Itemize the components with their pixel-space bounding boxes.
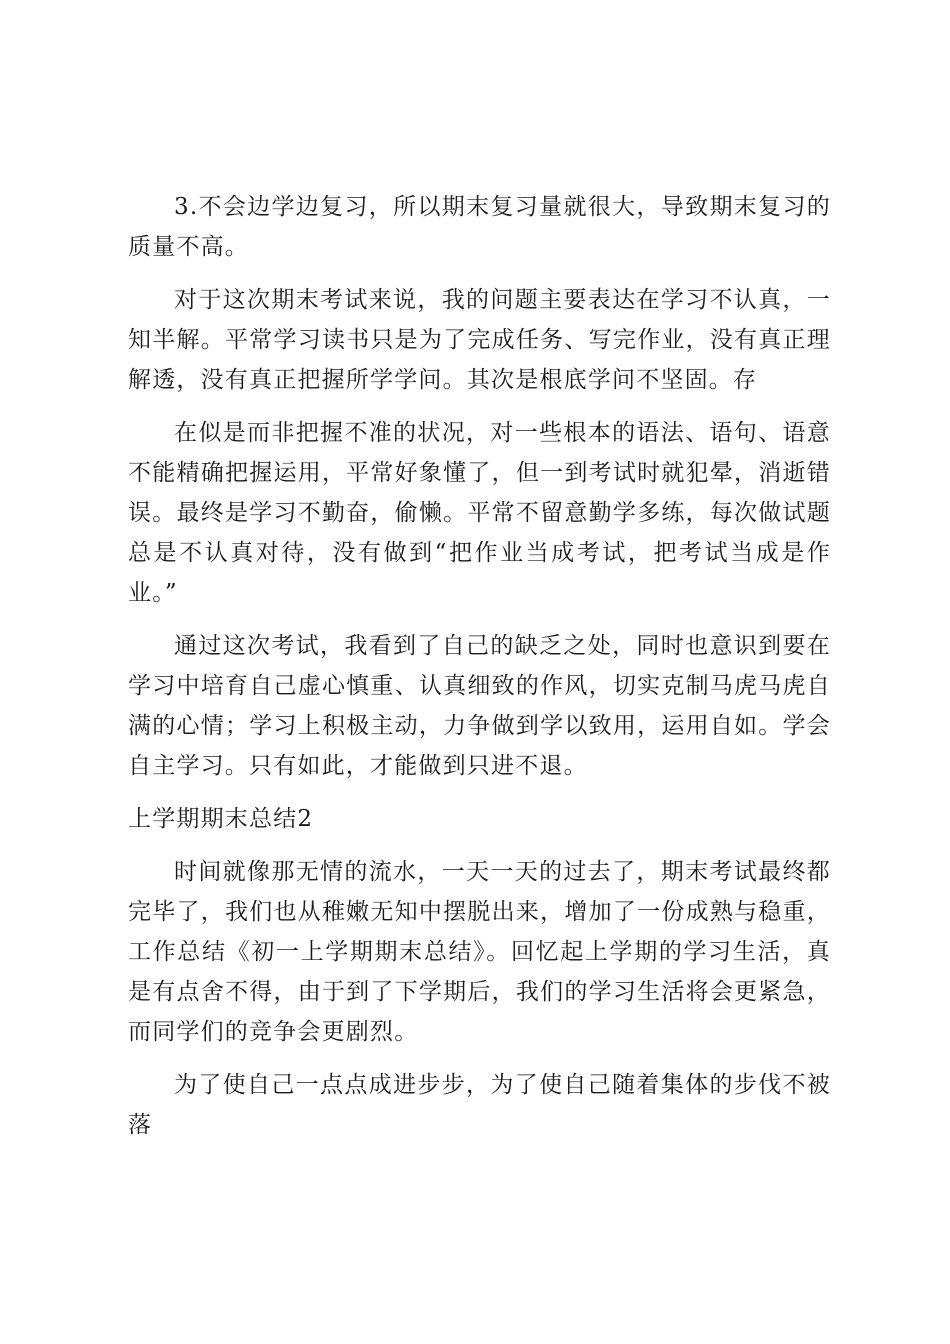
paragraph-exam-problems: 对于这次期末考试来说，我的问题主要表达在学习不认真，一知半解。平常学习读书只是为了完成任务、写完作业，没有真正理解透，没有真正把握所学学问。其次是根底学问不坚固。存	[128, 287, 831, 393]
section-heading: 上学期期末总结2	[128, 806, 314, 832]
document-body	[128, 187, 831, 1158]
paragraph-grammar-issues: 在似是而非把握不准的状况，对一些根本的语法、语句、语意不能精确把握运用，平常好象懂了，但一到考试时就犯晕，消逝错误。最终是学习不勤奋，偷懒。平常不留意勤学多练，每次做试题总是不认真对待，没有做到“把作业当成考试，把考试当成是作业。”	[128, 420, 831, 606]
paragraph-review-habit: 3.不会边学边复习，所以期末复习量就很大，导致期末复习的质量不高。	[128, 194, 831, 260]
paragraph-time-flies: 时间就像那无情的流水，一天一天的过去了，期末考试最终都完毕了，我们也从稚嫩无知中摆脱出来，增加了一份成熟与稳重，工作总结《初一上学期期末总结》。回忆起上学期的学习生活，真是有点舍不得，由于到了下学期后，我们的学习生活将会更紧急，而同学们的竞争会更剧烈。	[128, 859, 831, 1045]
paragraph-lessons-learned: 通过这次考试，我看到了自己的缺乏之处，同时也意识到要在学习中培育自己虚心慎重、认真细致的作风，切实克制马虎马虎自满的心情；学习上积极主动，力争做到学以致用，运用自如。学会自主学习。只有如此，才能做到只进不退。	[128, 633, 831, 779]
paragraph-progress: 为了使自己一点点成进步步，为了使自己随着集体的步伐不被落	[128, 1072, 831, 1138]
